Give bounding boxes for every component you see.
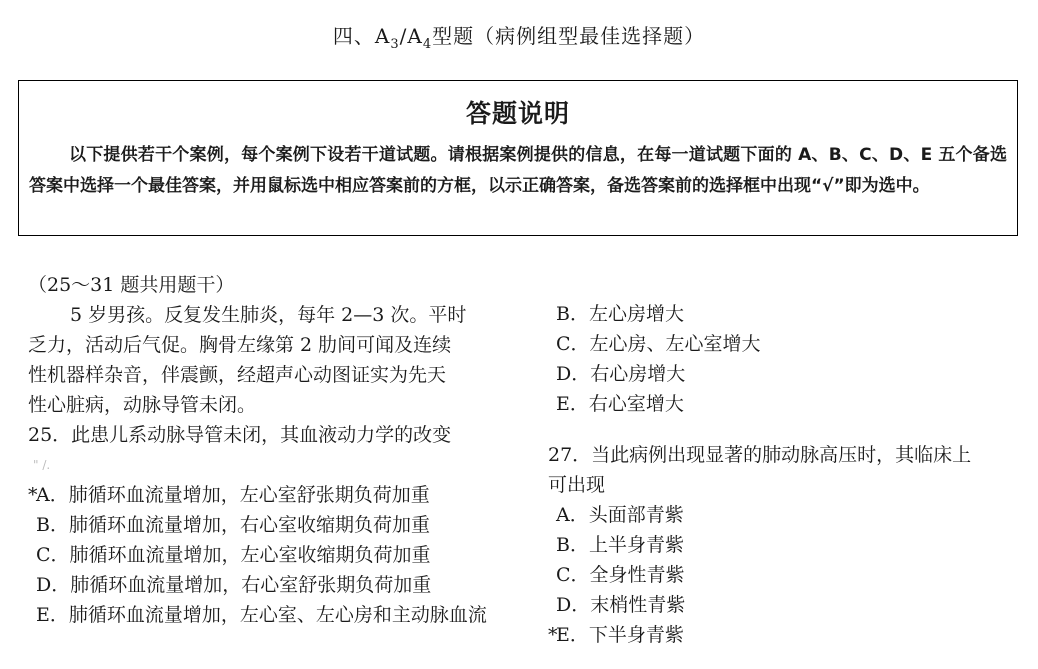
q26-option-d[interactable] [548, 359, 1018, 389]
instructions-box [18, 80, 1018, 236]
q26-option-e[interactable] [548, 389, 1018, 419]
instructions-title: 答题说明 [465, 99, 570, 128]
q26-option-c[interactable] [548, 329, 1018, 359]
option-label: E．右心室增大 [556, 393, 684, 415]
case-stem-line: 性心脏病，动脉导管未闭。 [28, 394, 257, 416]
q27-option-b[interactable] [548, 530, 1018, 560]
q27-stem-line: 可出现 [548, 474, 606, 496]
q25-stem: 25．此患儿系动脉导管未闭，其血液动力学的改变 [28, 424, 452, 446]
option-label: A．肺循环血流量增加，左心室舒张期负荷加重 [36, 484, 430, 506]
option-label: C．左心房、左心室增大 [556, 333, 761, 355]
q27-option-d[interactable] [548, 590, 1018, 620]
option-label: E．下半身青紫 [556, 624, 684, 646]
q25-option-a[interactable] [28, 480, 508, 510]
section-title-sub2: 4 [422, 37, 433, 52]
section-title-sub1: 3 [390, 37, 400, 52]
q25-option-d[interactable] [28, 570, 508, 600]
q27-option-a[interactable] [548, 500, 1018, 530]
q25-stem-noise: " /. [33, 458, 51, 472]
q27-stem-line: 27．当此病例出现显著的肺动脉高压时，其临床上 [548, 444, 972, 466]
q26-option-b[interactable] [548, 299, 1018, 329]
instructions-body: 以下提供若干个案例，每个案例下设若干道试题。请根据案例提供的信息，在每一道试题下面的 A、B、C、D、E 五个备选答案中选择一个最佳答案，并用鼠标选中相应答案前的方框，以示正确答案，备选答案前的选择框中出现“√”即为选中。 [29, 145, 1007, 196]
option-label: C．肺循环血流量增加，左心室收缩期负荷加重 [36, 544, 431, 566]
case-header: （25～31 题共用题干） [28, 274, 235, 296]
section-title-middle: /A [399, 24, 423, 48]
correct-answer-mark: * [548, 624, 558, 646]
q25-option-c[interactable] [28, 540, 508, 570]
case-stem-line: 性机器样杂音，伴震颤，经超声心动图证实为先天 [28, 364, 447, 386]
case-stem-line: 乏力，活动后气促。胸骨左缘第 2 肋间可闻及连续 [28, 334, 452, 356]
option-label: A．头面部青紫 [556, 504, 684, 526]
case-stem [28, 300, 508, 420]
q27-option-c[interactable] [548, 560, 1018, 590]
q27-option-e[interactable] [548, 620, 1018, 650]
q25-option-b[interactable] [28, 510, 508, 540]
option-label: B．肺循环血流量增加，右心室收缩期负荷加重 [36, 514, 430, 536]
option-label: C．全身性青紫 [556, 564, 685, 586]
section-title-prefix: 四、A [332, 24, 391, 48]
option-label: E．肺循环血流量增加，左心室、左心房和主动脉血流 [36, 604, 487, 626]
left-column [28, 270, 508, 630]
case-stem-line: 5 岁男孩。反复发生肺炎，每年 2—3 次。平时 [70, 304, 467, 326]
section-title-suffix: 型题（病例组型最佳选择题） [432, 24, 706, 48]
option-label: D．肺循环血流量增加，右心室舒张期负荷加重 [36, 574, 432, 596]
option-label: B．左心房增大 [556, 303, 684, 325]
option-label: D．末梢性青紫 [556, 594, 686, 616]
q25-option-e[interactable] [28, 600, 508, 630]
right-column [548, 299, 1018, 650]
section-title [0, 20, 1038, 52]
option-label: D．右心房增大 [556, 363, 686, 385]
option-label: B．上半身青紫 [556, 534, 684, 556]
correct-answer-mark: * [28, 484, 38, 506]
question-gap [548, 419, 1018, 440]
